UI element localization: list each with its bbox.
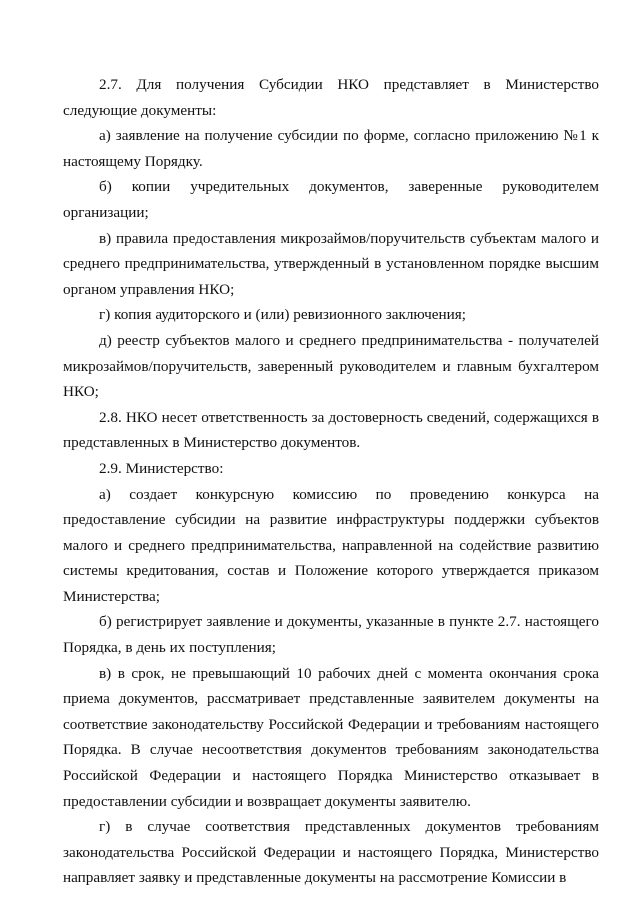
paragraph-2-9-a: а) создает конкурсную комиссию по проведению конкурса на предоставление субсидии на развитие инфраструктуры поддержки субъектов малого и среднего предпринимательства, направленной на содействие развитию системы кредитования, состав и Положение которого утверждается приказом Министерства; xyxy=(63,485,599,605)
paragraph-2-9-b: б) регистрирует заявление и документы, указанные в пункте 2.7. настоящего Порядка, в день их поступления; xyxy=(63,613,599,657)
paragraph-2-7-d: д) реестр субъектов малого и среднего предпринимательства - получателей микрозаймов/поручительств, заверенный руководителем и главным бухгалтером НКО; xyxy=(63,331,599,401)
paragraph-2-8: 2.8. НКО несет ответственность за достоверность сведений, содержащихся в представленных в Министерство документов. xyxy=(63,408,599,452)
paragraph-2-9: 2.9. Министерство: xyxy=(99,459,224,477)
paragraph-2-7: 2.7. Для получения Субсидии НКО представляет в Министерство следующие документы: xyxy=(63,76,599,119)
paragraph-2-9-g: г) в случае соответствия представленных документов требованиям законодательства Российской Федерации и настоящего Порядка, Министерство направляет заявку и представленные документы на рассмотрение Комиссии в xyxy=(63,818,599,887)
paragraph-2-7-v: в) правила предоставления микрозаймов/поручительств субъектам малого и среднего предпринимательства, утвержденный в установленном порядке высшим органом управления НКО; xyxy=(63,229,599,298)
paragraph-2-7-b: б) копии учредительных документов, заверенные руководителем организации; xyxy=(63,178,599,221)
paragraph-2-7-a: а) заявление на получение субсидии по форме, согласно приложению №1 к настоящему Порядку. xyxy=(63,127,599,170)
paragraph-2-9-v: в) в срок, не превышающий 10 рабочих дней с момента окончания срока приема документов, рассматривает представленные заявителем документы на соответствие законодательству Российской Федерации и требованиям настоящего Порядка. В случае несоответствия документов требованиям законодательства Российской Федерации и настоящего Порядка Министерство отказывает в предоставлении субсидии и возвращает документы заявителю. xyxy=(63,664,599,810)
paragraph-2-7-g: г) копия аудиторского и (или) ревизионного заключения; xyxy=(99,306,467,324)
document-page xyxy=(63,72,599,891)
